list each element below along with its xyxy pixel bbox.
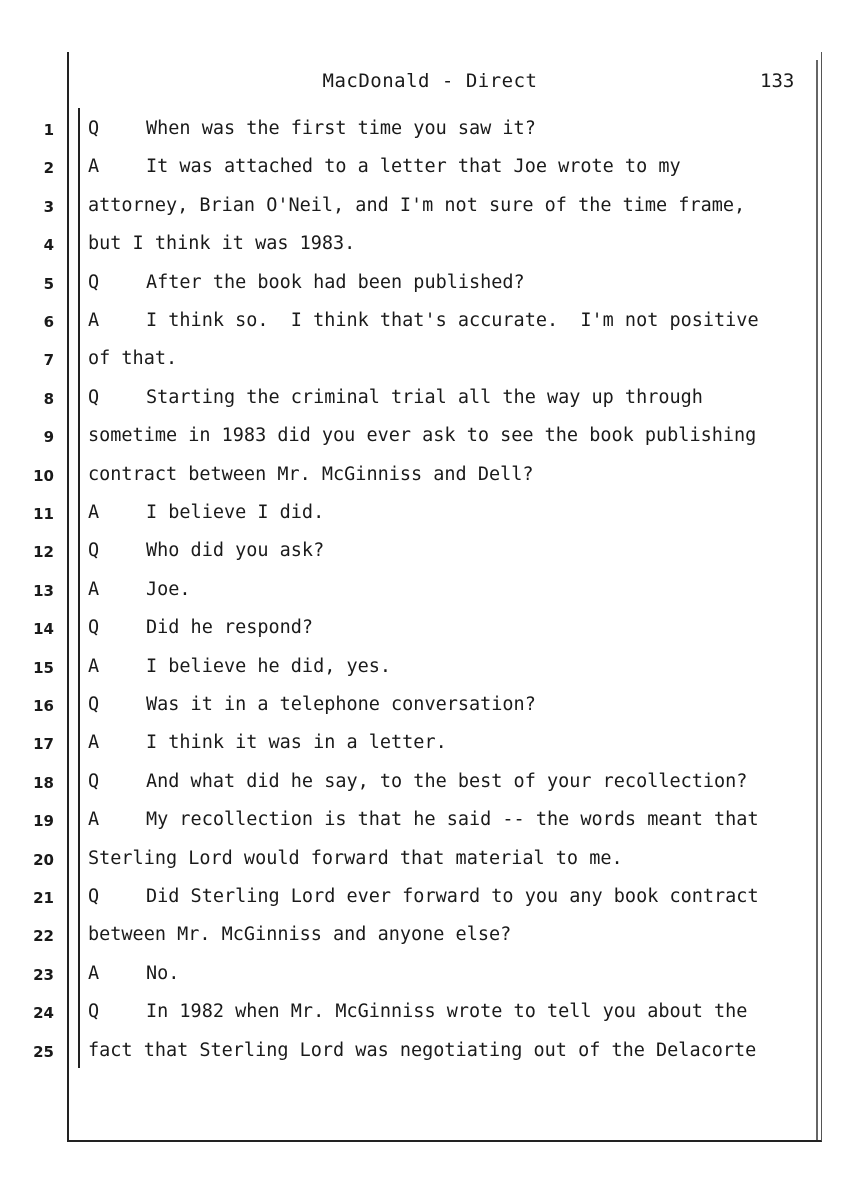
line-number: 25 [33,1042,54,1061]
speaker-label: Q [88,386,100,408]
speaker-label: A [88,732,100,754]
line-text: No. [146,962,180,984]
line-text: I believe I did. [146,502,325,523]
transcript-line [0,615,860,645]
line-text: Who did you ask? [146,540,325,562]
transcript-line [0,961,860,991]
speaker-label: A [88,502,100,523]
line-text: When was the first time you saw it? [146,118,536,139]
line-text: Was it in a telephone conversation? [146,694,536,715]
transcript-line [0,654,860,684]
line-number: 15 [33,658,54,677]
transcript-line [0,270,860,300]
speaker-label: Q [88,770,100,792]
line-number: 5 [43,274,54,293]
line-number: 17 [33,735,54,754]
transcript-line [0,346,860,376]
line-number: 20 [33,850,54,869]
line-number: 14 [33,620,54,639]
line-number: 13 [33,581,54,600]
line-text: I think so. I think that's accurate. I'm not positive [146,310,759,331]
line-number: 16 [33,697,54,715]
line-text: After the book had been published? [146,271,525,293]
transcript-line [0,462,860,492]
speaker-label: Q [88,694,100,715]
line-text: Joe. [146,578,191,600]
speaker-label: A [88,156,100,178]
line-text: I believe he did, yes. [146,655,392,677]
line-text: Did he respond? [146,617,314,639]
line-number: 18 [33,773,54,792]
line-text: Sterling Lord would forward that material to me. [88,847,623,869]
transcript-line [0,884,860,914]
speaker-label: Q [88,118,100,139]
speaker-label: A [88,578,100,600]
line-text: fact that Sterling Lord was negotiating out of the Delacorte [88,1039,757,1061]
line-number: 22 [33,927,54,946]
transcript-line [0,807,860,837]
transcript-line [0,769,860,799]
line-number: 19 [33,812,54,831]
transcript-line [0,116,860,146]
line-text: but I think it was 1983. [88,233,356,255]
speaker-label: Q [88,1001,100,1023]
speaker-label: A [88,809,100,831]
speaker-label: A [88,962,100,984]
speaker-label: Q [88,271,100,293]
line-text: My recollection is that he said -- the words meant that [146,809,759,831]
line-number: 9 [43,428,54,447]
line-text: of that. [88,348,178,370]
line-text: In 1982 when Mr. McGinniss wrote to tell you about the [146,1001,748,1023]
transcript-line [0,922,860,952]
transcript-line [0,423,860,453]
speaker-label: A [88,310,100,331]
line-number: 11 [33,505,54,523]
line-text: And what did he say, to the best of your recollection? [146,770,748,792]
line-number: 10 [33,466,54,485]
line-text: contract between Mr. McGinniss and Dell? [88,463,534,485]
transcript-line [0,999,860,1029]
transcript-line [0,385,860,415]
line-number: 24 [33,1004,54,1023]
line-text: sometime in 1983 did you ever ask to see the book publishing [88,425,757,447]
transcript-line [0,538,860,568]
transcript-line [0,154,860,184]
transcript-line [0,846,860,876]
line-text: It was attached to a letter that Joe wrote to my [146,156,681,178]
line-text: I think it was in a letter. [146,732,447,754]
line-number: 12 [33,543,54,562]
line-number: 3 [43,197,54,216]
speaker-label: Q [88,540,100,562]
transcript-line [0,692,860,722]
line-number: 4 [43,236,54,255]
line-number: 7 [43,351,54,370]
transcript-line [0,730,860,760]
page-number: 133 [760,70,795,92]
line-number: 8 [43,389,54,408]
line-number: 6 [43,313,54,331]
line-number: 1 [43,121,54,139]
line-text: Did Sterling Lord ever forward to you any book contract [146,886,759,907]
transcript-line [0,500,860,530]
speaker-label: Q [88,886,100,907]
line-number: 2 [43,159,54,178]
transcript-line [0,577,860,607]
page-title: MacDonald - Direct [322,70,538,92]
line-number: 23 [33,965,54,984]
line-text: Starting the criminal trial all the way up through [146,386,703,408]
transcript-line [0,193,860,223]
transcript-line [0,231,860,261]
line-text: attorney, Brian O'Neil, and I'm not sure of the time frame, [88,194,746,216]
speaker-label: Q [88,617,100,639]
transcript-line [0,308,860,338]
line-number: 21 [33,889,54,907]
line-text: between Mr. McGinniss and anyone else? [88,924,512,946]
speaker-label: A [88,655,100,677]
transcript-line [0,1038,860,1068]
